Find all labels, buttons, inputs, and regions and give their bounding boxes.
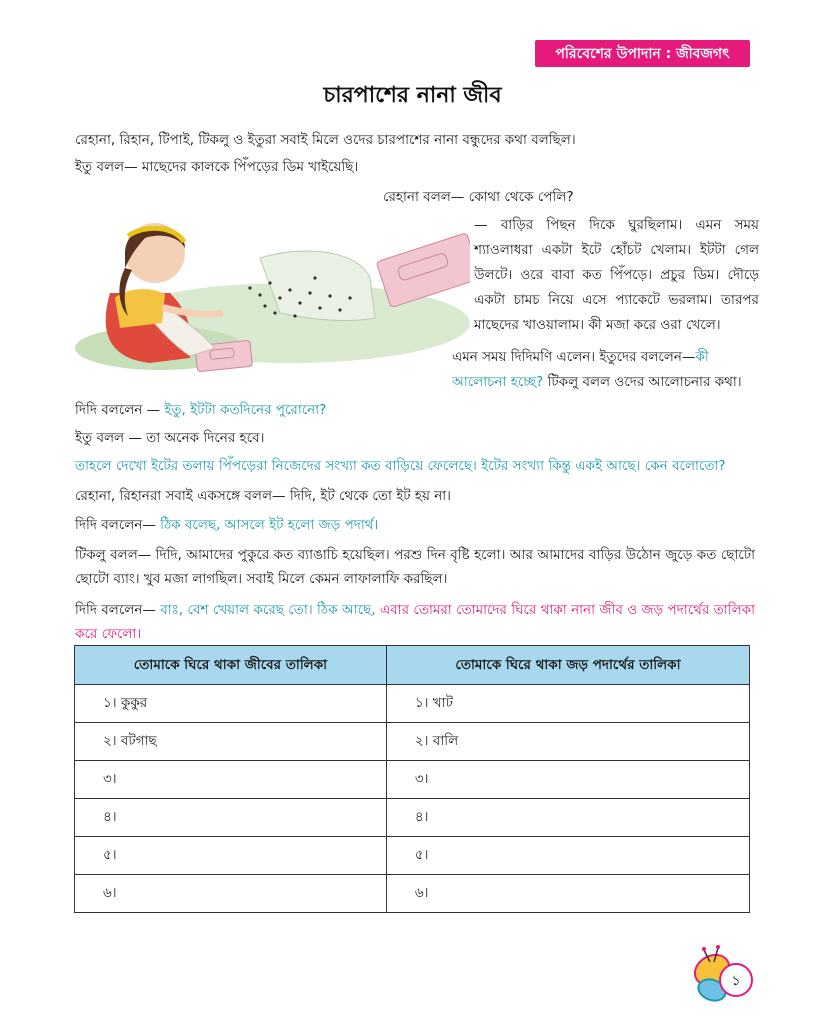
didi-question-start: কী <box>695 349 709 365</box>
tiklu-response: টিকলু বলল ওদের আলোচনার কথা। <box>543 374 742 390</box>
didi-praise: বাঃ, বেশ খেয়াল করেছ তো। ঠিক আছে, <box>160 602 376 618</box>
table-row <box>75 723 750 761</box>
didi-instruction-paragraph <box>75 598 755 646</box>
table-row <box>75 799 750 837</box>
living-cell[interactable]: ১। কুকুর <box>75 685 387 723</box>
table-row <box>75 761 750 799</box>
living-cell[interactable]: ২। বটগাছ <box>75 723 387 761</box>
didi-arrives-text: এমন সময় দিদিমণি এলেন। ইতুদের বললেন— <box>452 349 696 365</box>
living-cell[interactable]: ৪। <box>75 799 387 837</box>
page-number: ১ <box>731 973 741 989</box>
nonliving-cell[interactable]: ৩। <box>386 761 749 799</box>
living-cell[interactable]: ৫। <box>75 837 387 875</box>
didi-confirms-lead: দিদি বললেন— <box>75 517 161 533</box>
didi-question-end: আলোচনা হচ্ছে? <box>452 374 544 390</box>
didi-asks-lead: দিদি বললেন — <box>75 402 165 418</box>
page-title: চারপাশের নানা জীব <box>323 83 502 108</box>
living-cell[interactable]: ৩। <box>75 761 387 799</box>
nonliving-cell[interactable]: ৫। <box>386 837 749 875</box>
table-row <box>75 875 750 913</box>
living-cell[interactable]: ৬। <box>75 875 387 913</box>
didi-arrives-line <box>452 347 709 367</box>
didi-asks-line <box>75 400 326 420</box>
table-row <box>75 685 750 723</box>
table-header-row <box>75 646 750 685</box>
didi-confirms-line <box>75 515 378 535</box>
itu-story-paragraph: — বাড়ির পিছন দিকে ঘুরছিলাম। এমন সময় শ্যাওলাধরা একটা ইটে হোঁচট খেলাম। ইটটা গেল উলটে। ওরে বাবা কত পিঁপড়ে। প্রচুর ডিম। দৌড়ে একটা চামচ নিয়ে এসে প্যাকেটে ভরলাম। তারপর মাছেদের খাওয়ালাম। কী মজা করে ওরা খেলে। <box>474 217 759 333</box>
didi-observation: তাহলে দেখো ইটের তলায় পিঁপড়েরা নিজেদের সংখ্যা কত বাড়িয়ে ফেলেছে। ইটের সংখ্যা কিন্তু একই আছে। কেন বলোতো? <box>75 458 726 474</box>
nonliving-cell[interactable]: ৪। <box>386 799 749 837</box>
didi-confirms-text: ঠিক বলেছ, আসলে ইট হলো জড় পদার্থ। <box>160 517 379 533</box>
didi-instruction-lead: দিদি বললেন— <box>75 602 161 618</box>
tiklu-story-paragraph: টিকলু বলল— দিদি, আমাদের পুকুরে কত ব্যাঙাচি হয়েছিল। পরশু দিন বৃষ্টি হলো। আর আমাদের বাড়ির উঠোন জুড়ে কত ছোটো ছোটো ব্যাং। খুব মজা লাগছিল। সবাই মিলে কেমন লাফালাফি করছিল। <box>75 547 755 587</box>
itu-answer: ইতু বলল — তা অনেক দিনের হবে। <box>75 430 265 446</box>
didi-arrives-line-2 <box>452 372 742 392</box>
table-row <box>75 837 750 875</box>
chapter-tag: পরিবেশের উপাদান : জীবজগৎ <box>535 40 750 67</box>
nonliving-cell[interactable]: ২। বালি <box>386 723 749 761</box>
nonliving-cell[interactable]: ১। খাট <box>386 685 749 723</box>
rehana-question: রেহানা বলল— কোথা থেকে পেলি? <box>383 189 574 205</box>
kids-answer: রেহানা, রিহানরা সবাই একসঙ্গে বলল— দিদি, ইট থেকে তো ইট হয় না। <box>75 488 451 504</box>
header-living: তোমাকে ঘিরে থাকা জীবের তালিকা <box>75 646 387 685</box>
living-nonliving-table <box>74 645 750 913</box>
header-nonliving: তোমাকে ঘিরে থাকা জড় পদার্থের তালিকা <box>386 646 749 685</box>
intro-line-1: রেহানা, রিহান, টিপাই, টিকলু ও ইতুরা সবাই মিলে ওদের চারপাশের নানা বন্ধুদের কথা বলছিল। <box>75 132 576 148</box>
nonliving-cell[interactable]: ৬। <box>386 875 749 913</box>
girl-ants-brick-illustration <box>70 198 470 388</box>
didi-task: এবার তোমরা তোমাদের ঘিরে থাকা নানা জীব ও জড় পদার্থের তালিকা করে ফেলো। <box>75 602 755 642</box>
intro-line-2: ইতু বলল— মাছেদের কালকে পিঁপড়ের ডিম খাইয়েছি। <box>75 159 359 175</box>
didi-asks-question: ইতু, ইটটা কতদিনের পুরোনো? <box>164 402 327 418</box>
butterfly-page-number-icon <box>690 940 760 1010</box>
